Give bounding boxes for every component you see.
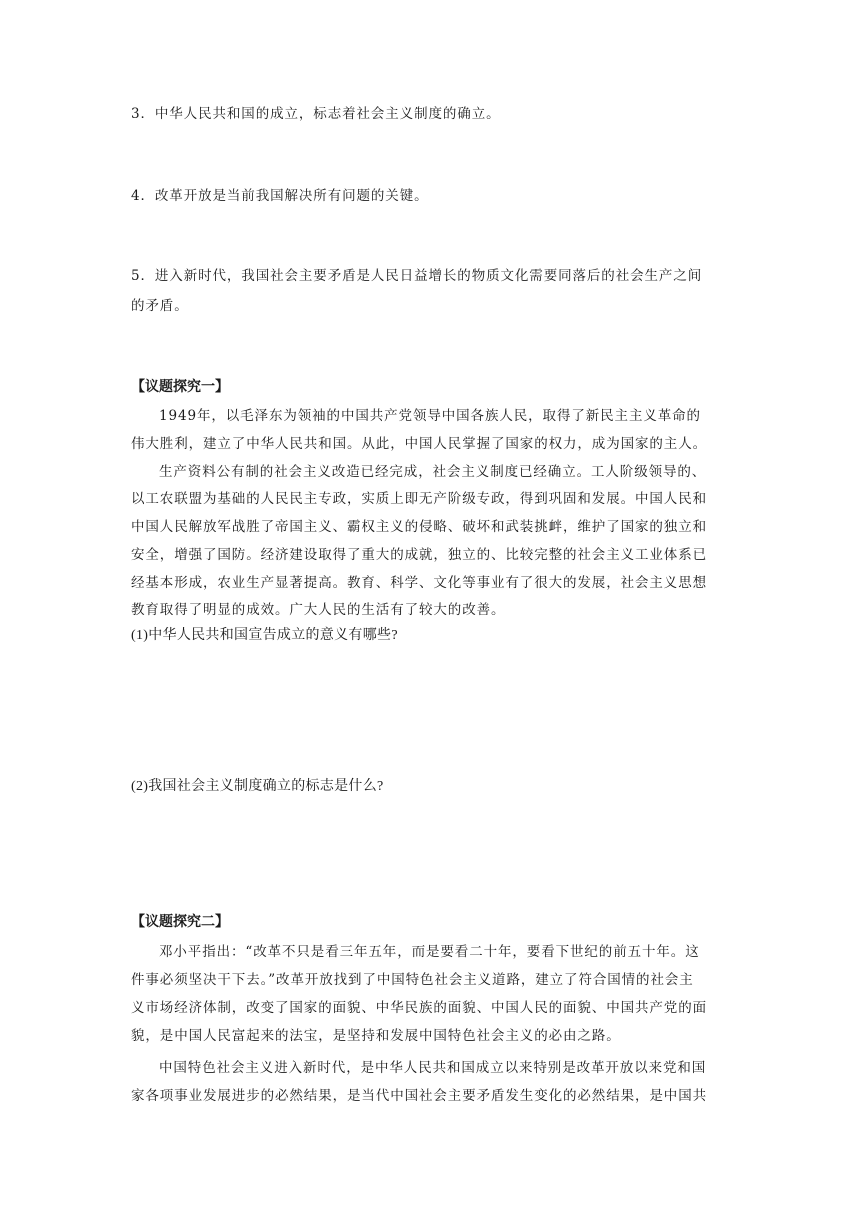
paragraph-line: 伟大胜利，建立了中华人民共和国。从此，中国人民掌握了国家的权力，成为国家的主人。 [131,436,707,452]
statement-3: 3．中华人民共和国的成立，标志着社会主义制度的确立。 [131,106,501,122]
statement-5-line-2: 的矛盾。 [131,298,189,314]
statement-5-line-1: 5．进入新时代，我国社会主要矛盾是人民日益增长的物质文化需要同落后的社会生产之间 [131,268,703,284]
section-heading-1: 【议题探究一】 [131,379,229,395]
question-1: (1)中华人民共和国宣告成立的意义有哪些? [131,628,398,643]
paragraph-line: 以工农联盟为基础的人民民主专政，实质上即无产阶级专政，得到巩固和发展。中国人民和 [131,491,707,507]
paragraph-line: 经基本形成，农业生产显著提高。教育、科学、文化等事业有了很大的发展，社会主义思想 [131,575,707,591]
paragraph-line: 家各项事业发展进步的必然结果，是当代中国社会主要矛盾发生变化的必然结果，是中国共 [131,1088,707,1104]
paragraph-line: 安全，增强了国防。经济建设取得了重大的成就，独立的、比较完整的社会主义工业体系已 [131,547,707,563]
question-2: (2)我国社会主义制度确立的标志是什么? [131,779,384,794]
paragraph-line: 教育取得了明显的成效。广大人民的生活有了较大的改善。 [131,602,506,618]
paragraph-line: 义市场经济体制，改变了国家的面貌、中华民族的面貌、中国人民的面貌、中国共产党的面 [131,1000,707,1016]
paragraph-line: 中国特色社会主义进入新时代，是中华人民共和国成立以来特别是改革开放以来党和国 [159,1060,707,1076]
statement-4: 4．改革开放是当前我国解决所有问题的关键。 [131,188,429,204]
paragraph-line: 中国人民解放军战胜了帝国主义、霸权主义的侵略、破坏和武装挑衅，维护了国家的独立和 [131,519,707,535]
paragraph-line: 件事必须坚决干下去。”改革开放找到了中国特色社会主义道路，建立了符合国情的社会主 [131,972,694,988]
paragraph-line: 貌，是中国人民富起来的法宝，是坚持和发展中国特色社会主义的必由之路。 [131,1028,621,1044]
section-heading-2: 【议题探究二】 [131,914,229,930]
paragraph-line: 邓小平指出：“改革不只是看三年五年，而是要看二十年，要看下世纪的前五十年。这 [159,944,700,960]
paragraph-line: 生产资料公有制的社会主义改造已经完成，社会主义制度已经确立。工人阶级领导的、 [159,464,707,480]
paragraph-line: 1949年，以毛泽东为领袖的中国共产党领导中国各族人民，取得了新民主主义革命的 [159,408,701,424]
